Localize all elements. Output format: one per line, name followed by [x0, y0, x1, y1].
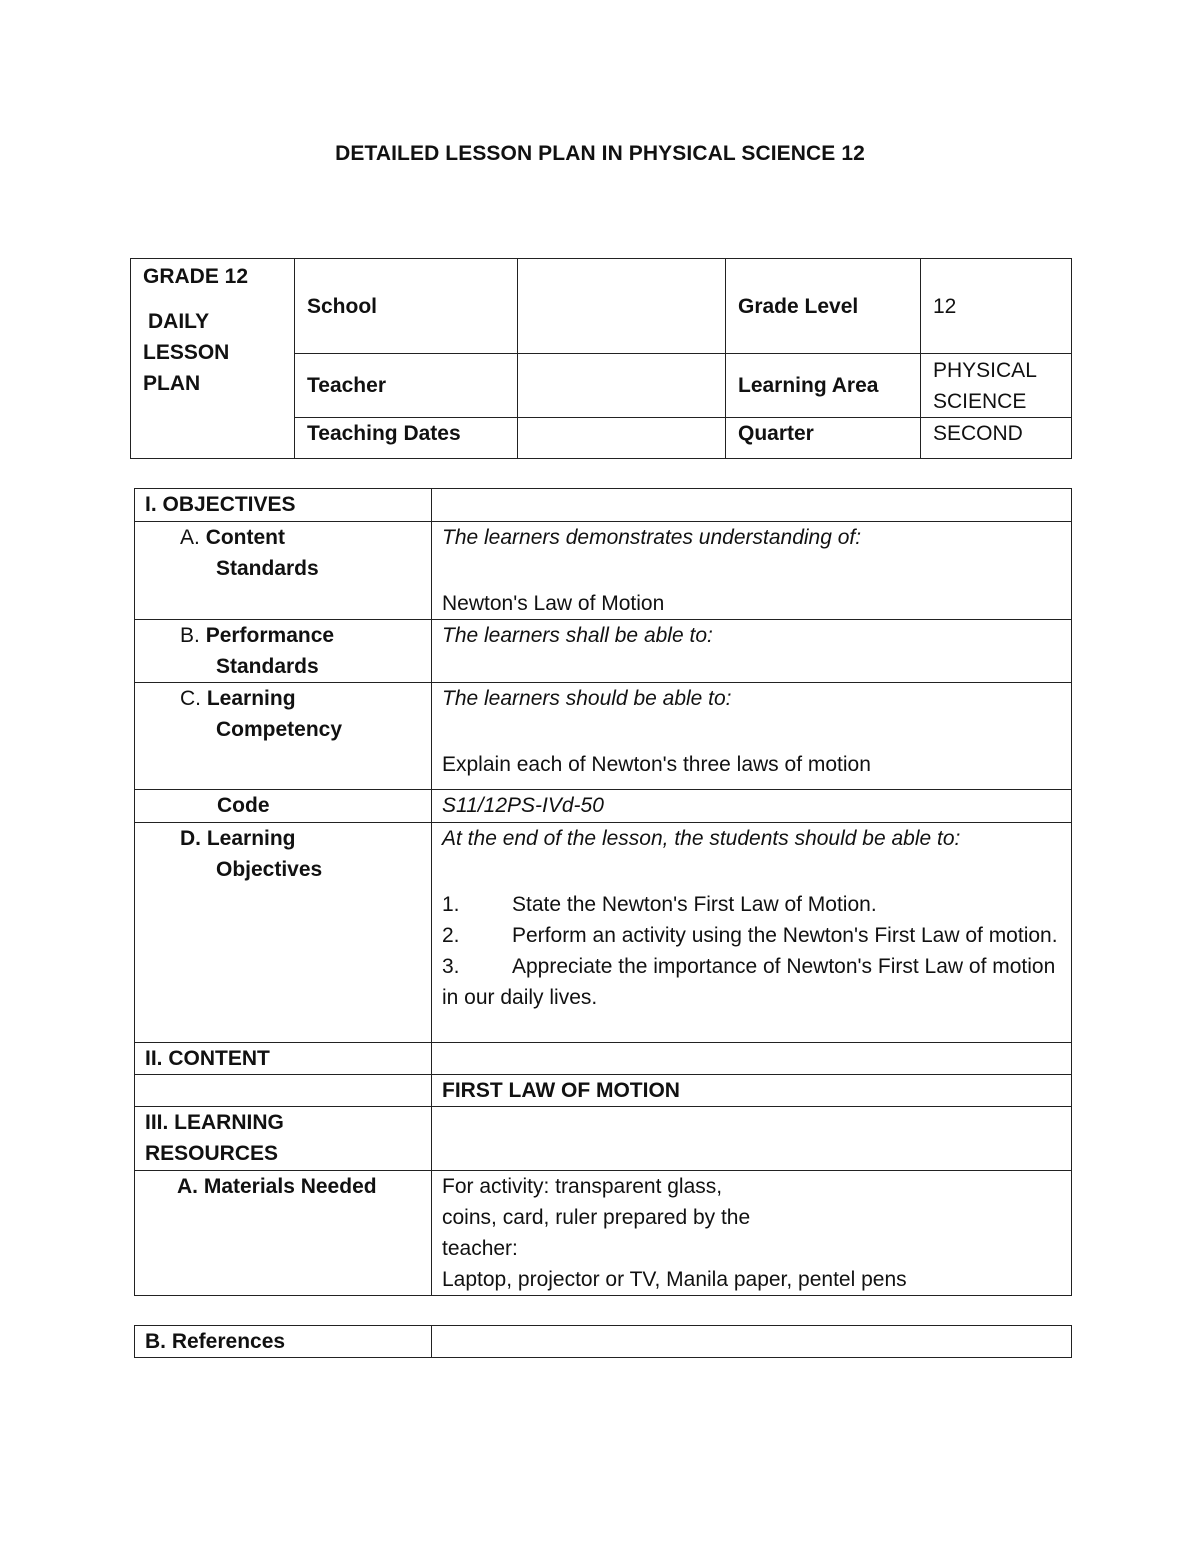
learning-competency-text: Explain each of Newton's three laws of motion [442, 753, 871, 776]
materials-line: Laptop, projector or TV, Manila paper, pentel pens [442, 1268, 907, 1291]
teaching-dates-label: Teaching Dates [295, 418, 518, 459]
performance-standards-intro: The learners shall be able to: [442, 624, 713, 647]
content-standards-text: Newton's Law of Motion [442, 592, 665, 615]
learning-objectives-intro: At the end of the lesson, the students should be able to: [442, 827, 961, 850]
quarter-value: SECOND [921, 418, 1072, 459]
quarter-label: Quarter [726, 418, 921, 459]
materials-line: For activity: transparent glass, [442, 1175, 723, 1198]
list-item: 2. Perform an activity using the Newton's First Law of motion. [442, 924, 1058, 947]
content-standards-label-1: Content [205, 526, 286, 549]
teacher-label: Teacher [295, 354, 518, 418]
learning-area-value-line2: SCIENCE [933, 389, 1027, 413]
content-topic: FIRST LAW OF MOTION [432, 1075, 1072, 1107]
learning-objectives-label-2: Objectives [216, 858, 323, 881]
content-topic-label [135, 1075, 432, 1107]
resources-heading-line2: RESOURCES [145, 1142, 279, 1165]
content-standards-value [432, 522, 1072, 620]
code-label: Code [135, 790, 432, 823]
list-item: 3. Appreciate the importance of Newton's First Law of motion in our daily lives. [442, 955, 1056, 1009]
grade-level-value: 12 [921, 259, 1072, 354]
performance-standards-label-2: Standards [216, 655, 319, 678]
learning-competency-label [135, 683, 432, 790]
performance-standards-value [432, 620, 1072, 683]
materials-line: teacher: [442, 1237, 518, 1260]
learning-objectives-label-1: D. Learning [180, 827, 296, 850]
references-label: B. References [135, 1326, 432, 1358]
performance-standards-label-1: Performance [205, 624, 335, 647]
plan-label-lesson: LESSON [143, 341, 230, 364]
references-table [134, 1325, 1072, 1358]
content-standards-label [135, 522, 432, 620]
objectives-table [134, 488, 1072, 1296]
references-value [432, 1326, 1072, 1358]
resources-heading-line1: III. LEARNING [145, 1111, 284, 1134]
learning-objectives-label [135, 823, 432, 1043]
grade-level-label: Grade Level [726, 259, 921, 354]
materials-value [432, 1171, 1072, 1296]
learning-area-value [921, 354, 1072, 418]
objectives-heading: I. OBJECTIVES [135, 489, 432, 522]
materials-label: A. Materials Needed [135, 1171, 432, 1296]
teaching-dates-value [518, 418, 726, 459]
content-heading: II. CONTENT [135, 1043, 432, 1075]
lesson-header-table [130, 258, 1072, 459]
performance-standards-letter: B. [180, 624, 206, 647]
materials-line: coins, card, ruler prepared by the [442, 1206, 751, 1229]
learning-competency-value [432, 683, 1072, 790]
page-title: DETAILED LESSON PLAN IN PHYSICAL SCIENCE 12 [335, 142, 865, 165]
teacher-value [518, 354, 726, 418]
resources-heading [135, 1107, 432, 1171]
school-label: School [295, 259, 518, 354]
code-value: S11/12PS-IVd-50 [432, 790, 1072, 823]
plan-label-daily: DAILY [148, 310, 210, 333]
content-standards-label-2: Standards [216, 557, 319, 580]
school-value [518, 259, 726, 354]
learning-objectives-value [432, 823, 1072, 1043]
learning-area-value-line1: PHYSICAL [933, 358, 1037, 382]
learning-competency-label-2: Competency [216, 718, 343, 741]
objectives-heading-value [432, 489, 1072, 522]
content-standards-intro: The learners demonstrates understanding of: [442, 526, 862, 549]
learning-competency-intro: The learners should be able to: [442, 687, 732, 710]
plan-label-plan: PLAN [143, 372, 201, 395]
plan-label-cell [131, 259, 295, 459]
performance-standards-label [135, 620, 432, 683]
resources-heading-value [432, 1107, 1072, 1171]
list-item: 1. State the Newton's First Law of Motion. [442, 893, 877, 916]
plan-label-grade: GRADE 12 [143, 265, 249, 288]
learning-area-label: Learning Area [726, 354, 921, 418]
content-heading-value [432, 1043, 1072, 1075]
content-standards-letter: A. [180, 526, 206, 549]
learning-competency-letter: C. [180, 687, 207, 710]
learning-competency-label-1: Learning [206, 687, 296, 710]
